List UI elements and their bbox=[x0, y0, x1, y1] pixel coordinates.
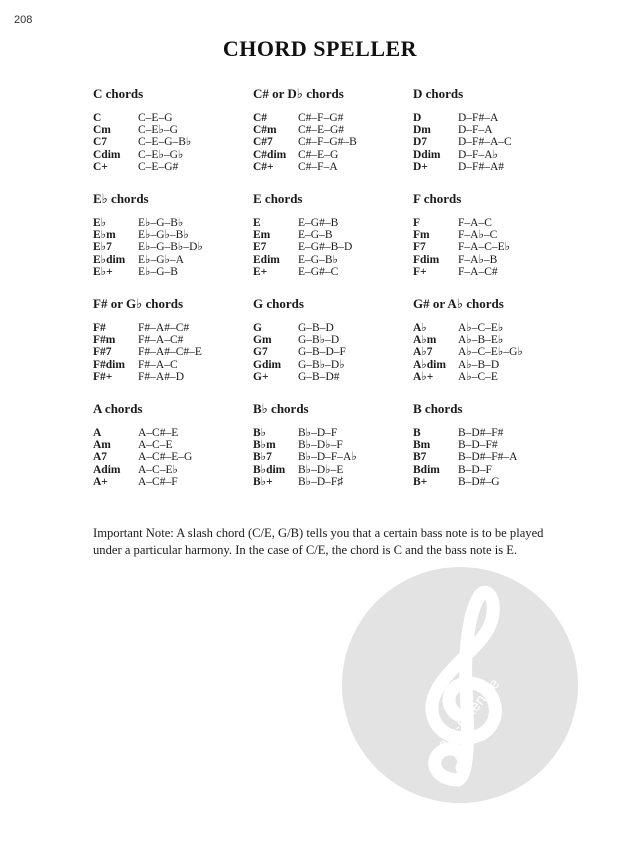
chord-name: Cm bbox=[93, 124, 111, 137]
chord-name: B♭dim bbox=[253, 463, 286, 476]
chord-group bbox=[93, 297, 253, 402]
chord-name: A♭dim bbox=[413, 358, 446, 371]
chord-name: E♭ bbox=[93, 217, 107, 229]
chord-notes: A♭–B–E♭ bbox=[458, 334, 504, 347]
chord-entry bbox=[413, 451, 573, 463]
watermark-text: alle-noten.de bbox=[434, 675, 504, 753]
chord-name: E bbox=[253, 217, 261, 229]
chord-entry bbox=[253, 439, 413, 451]
chord-name: C#m bbox=[253, 124, 277, 137]
chord-notes: A–C#–E–G bbox=[138, 451, 193, 464]
chord-notes: B–D#–G bbox=[458, 475, 500, 488]
chord-entry bbox=[93, 241, 253, 253]
chord-group-heading: C chords bbox=[93, 86, 144, 101]
chord-name: A+ bbox=[93, 475, 108, 488]
chord-notes: A♭–C–E♭–G♭ bbox=[458, 346, 523, 359]
chord-notes: G–B–D# bbox=[298, 370, 340, 383]
chord-entry bbox=[413, 136, 573, 148]
chord-name: F#+ bbox=[93, 370, 113, 383]
chord-notes: E–G–B bbox=[298, 229, 333, 242]
chord-name: F# bbox=[93, 322, 106, 334]
chord-entry bbox=[93, 149, 253, 161]
chord-notes: F#–A#–D bbox=[138, 370, 185, 383]
chord-group-heading: D chords bbox=[413, 86, 464, 101]
chord-entry bbox=[93, 371, 253, 383]
page-number: 208 bbox=[14, 14, 33, 26]
chord-name: F+ bbox=[413, 265, 427, 278]
chord-name: C+ bbox=[93, 160, 108, 173]
chord-entry bbox=[413, 464, 573, 476]
chord-name: Fdim bbox=[413, 253, 440, 266]
chord-group-heading: A chords bbox=[93, 401, 143, 416]
chord-name: A♭7 bbox=[413, 346, 433, 359]
chord-entry bbox=[413, 371, 573, 383]
chord-name: Am bbox=[93, 439, 111, 452]
chord-entry bbox=[93, 229, 253, 241]
chord-notes: F–A♭–B bbox=[458, 253, 498, 266]
chord-entry bbox=[253, 371, 413, 383]
chord-entry bbox=[93, 464, 253, 476]
chord-entry bbox=[253, 334, 413, 346]
chord-group bbox=[253, 297, 413, 402]
chord-notes: G–B♭–D bbox=[298, 334, 340, 347]
chord-name: F#m bbox=[93, 334, 116, 347]
chord-entry bbox=[253, 149, 413, 161]
chord-notes: F#–A–C# bbox=[138, 334, 184, 347]
chord-entry bbox=[93, 217, 253, 229]
chord-group-heading: E chords bbox=[253, 191, 303, 206]
chord-notes: D–F#–A bbox=[458, 112, 499, 124]
chord-name: E♭+ bbox=[93, 265, 113, 278]
chord-entry bbox=[253, 322, 413, 334]
chord-entry bbox=[253, 464, 413, 476]
chord-name: Fm bbox=[413, 229, 430, 242]
chord-notes: C#–E–G bbox=[298, 148, 339, 161]
chord-group-heading: C# or D♭ chords bbox=[253, 86, 344, 101]
chord-name: Gm bbox=[253, 334, 272, 347]
chord-name: F#7 bbox=[93, 346, 112, 359]
chord-entry bbox=[93, 334, 253, 346]
chord-name: C#7 bbox=[253, 136, 273, 149]
chord-entry bbox=[93, 161, 253, 173]
chord-entry bbox=[413, 359, 573, 371]
chord-name: C7 bbox=[93, 136, 108, 149]
chord-notes: A♭–C–E bbox=[458, 370, 498, 383]
chord-entry bbox=[413, 241, 573, 253]
chord-name: B♭7 bbox=[253, 451, 272, 464]
chord-name: C#+ bbox=[253, 160, 274, 173]
chord-notes: C–E♭–G bbox=[138, 124, 178, 137]
chord-group bbox=[253, 402, 413, 507]
chord-notes: F–A–C# bbox=[458, 265, 498, 278]
chord-notes: E–G#–C bbox=[298, 265, 339, 278]
chord-notes: B–D#–F# bbox=[458, 427, 504, 439]
chord-notes: G–B–D–F bbox=[298, 346, 346, 359]
chord-name: Em bbox=[253, 229, 271, 242]
chord-entry bbox=[413, 112, 573, 124]
chord-entry bbox=[413, 439, 573, 451]
chord-entry bbox=[253, 161, 413, 173]
chord-name: E♭m bbox=[93, 229, 116, 242]
chord-grid bbox=[93, 87, 573, 507]
chord-name: G7 bbox=[253, 346, 268, 359]
chord-notes: B–D–F bbox=[458, 463, 492, 476]
chord-name: A bbox=[93, 427, 102, 439]
chord-name: B♭ bbox=[253, 427, 267, 439]
chord-name: Cdim bbox=[93, 148, 121, 161]
chord-name: F#dim bbox=[93, 358, 125, 371]
chord-notes: F–A–C–E♭ bbox=[458, 241, 511, 254]
chord-entry bbox=[413, 217, 573, 229]
chord-row bbox=[93, 192, 573, 297]
chord-notes: C#–F–A bbox=[298, 160, 338, 173]
chord-notes: B♭–D♭–E bbox=[298, 463, 344, 476]
chord-name: E+ bbox=[253, 265, 268, 278]
chord-group-heading: B♭ chords bbox=[253, 401, 309, 416]
chord-group-heading: F chords bbox=[413, 191, 462, 206]
chord-name: Gdim bbox=[253, 358, 282, 371]
chord-group bbox=[93, 402, 253, 507]
chord-entry bbox=[253, 476, 413, 488]
chord-name: Bdim bbox=[413, 463, 440, 476]
chord-entry bbox=[253, 266, 413, 278]
chord-notes: C–E–G# bbox=[138, 160, 179, 173]
page-title: CHORD SPELLER bbox=[222, 36, 418, 61]
chord-notes: E–G#–B bbox=[298, 217, 339, 229]
chord-entry bbox=[93, 451, 253, 463]
chord-entry bbox=[413, 427, 573, 439]
chord-notes: E–G–B♭ bbox=[298, 253, 338, 266]
chord-group-heading: G# or A♭ chords bbox=[413, 296, 504, 311]
chord-entry bbox=[93, 359, 253, 371]
important-note: Important Note: A slash chord (C/E, G/B) tells you that a certain bass note is to be played under a particular harmony. In the case of C/E, the chord is C and the bass note is E. bbox=[93, 526, 544, 557]
chord-entry bbox=[253, 229, 413, 241]
chord-name: B+ bbox=[413, 475, 428, 488]
chord-group bbox=[93, 192, 253, 297]
chord-entry bbox=[253, 136, 413, 148]
chord-notes: E–G#–B–D bbox=[298, 241, 353, 254]
chord-name: G bbox=[253, 322, 262, 334]
chord-entry bbox=[413, 346, 573, 358]
chord-notes: F–A–C bbox=[458, 217, 492, 229]
chord-notes: C#–E–G# bbox=[298, 124, 344, 137]
chord-name: D+ bbox=[413, 160, 428, 173]
chord-notes: C–E–G bbox=[138, 112, 173, 124]
chord-group-heading: E♭ chords bbox=[93, 191, 149, 206]
chord-notes: G–B–D bbox=[298, 322, 334, 334]
chord-notes: F#–A#–C#–E bbox=[138, 346, 202, 359]
chord-notes: F–A♭–C bbox=[458, 229, 498, 242]
chord-notes: E♭–G–B♭ bbox=[138, 217, 184, 229]
chord-entry bbox=[253, 124, 413, 136]
chord-entry bbox=[253, 451, 413, 463]
chord-group bbox=[413, 297, 573, 402]
chord-notes: B–D#–F#–A bbox=[458, 451, 518, 464]
chord-notes: A–C–E bbox=[138, 439, 173, 452]
chord-group-heading: F# or G♭ chords bbox=[93, 296, 184, 311]
chord-notes: F#–A–C bbox=[138, 358, 178, 371]
chord-entry bbox=[413, 254, 573, 266]
chord-entry bbox=[413, 229, 573, 241]
chord-notes: C#–F–G# bbox=[298, 112, 344, 124]
chord-entry bbox=[93, 266, 253, 278]
chord-entry bbox=[253, 112, 413, 124]
chord-entry bbox=[253, 254, 413, 266]
chord-notes: F#–A#–C# bbox=[138, 322, 190, 334]
chord-entry bbox=[93, 427, 253, 439]
chord-notes: E♭–G–B bbox=[138, 265, 178, 278]
chord-entry bbox=[253, 427, 413, 439]
chord-name: E♭dim bbox=[93, 253, 126, 266]
chord-notes: B♭–D♭–F bbox=[298, 439, 343, 452]
chord-name: D bbox=[413, 112, 422, 124]
chord-group bbox=[93, 87, 253, 192]
chord-name: G+ bbox=[253, 370, 269, 383]
chord-entry bbox=[93, 124, 253, 136]
chord-name: C#dim bbox=[253, 148, 287, 161]
chord-notes: D–F–A♭ bbox=[458, 148, 498, 161]
chord-name: Bm bbox=[413, 439, 431, 452]
chord-name: E7 bbox=[253, 241, 267, 254]
chord-entry bbox=[413, 161, 573, 173]
chord-notes: A♭–C–E♭ bbox=[458, 322, 504, 334]
chord-notes: C–E♭–G♭ bbox=[138, 148, 184, 161]
chord-notes: G–B♭–D♭ bbox=[298, 358, 345, 371]
chord-group bbox=[253, 87, 413, 192]
chord-name: A♭+ bbox=[413, 370, 434, 383]
chord-entry bbox=[413, 322, 573, 334]
chord-name: B bbox=[413, 427, 421, 439]
chord-entry bbox=[253, 241, 413, 253]
chord-name: Dm bbox=[413, 124, 431, 137]
chord-name: C# bbox=[253, 112, 268, 124]
chord-group-heading: G chords bbox=[253, 296, 304, 311]
chord-notes: C–E–G–B♭ bbox=[138, 136, 192, 149]
chord-row bbox=[93, 297, 573, 402]
chord-notes: B♭–D–F–A♭ bbox=[298, 451, 357, 464]
chord-notes: D–F#–A# bbox=[458, 160, 505, 173]
chord-row bbox=[93, 87, 573, 192]
chord-entry bbox=[93, 439, 253, 451]
chord-entry bbox=[413, 149, 573, 161]
chord-entry bbox=[93, 254, 253, 266]
chord-entry bbox=[93, 346, 253, 358]
chord-entry bbox=[93, 112, 253, 124]
chord-notes: B–D–F# bbox=[458, 439, 498, 452]
chord-name: A♭m bbox=[413, 334, 437, 347]
chord-name: B♭+ bbox=[253, 475, 273, 488]
chord-notes: E♭–G–B♭–D♭ bbox=[138, 241, 203, 254]
chord-name: D7 bbox=[413, 136, 428, 149]
chord-name: B♭m bbox=[253, 439, 276, 452]
chord-entry bbox=[253, 359, 413, 371]
chord-name: Ddim bbox=[413, 148, 441, 161]
chord-entry bbox=[413, 266, 573, 278]
chord-group bbox=[413, 402, 573, 507]
chord-name: Adim bbox=[93, 463, 121, 476]
chord-notes: A–C#–E bbox=[138, 427, 179, 439]
chord-name: A7 bbox=[93, 451, 108, 464]
chord-row bbox=[93, 402, 573, 507]
chord-group-heading: B chords bbox=[413, 401, 463, 416]
chord-notes: D–F#–A–C bbox=[458, 136, 512, 149]
chord-name: C bbox=[93, 112, 102, 124]
chord-notes: C#–F–G#–B bbox=[298, 136, 357, 149]
chord-name: B7 bbox=[413, 451, 427, 464]
chord-notes: A–C–E♭ bbox=[138, 463, 178, 476]
chord-entry bbox=[413, 476, 573, 488]
chord-notes: E♭–G♭–B♭ bbox=[138, 229, 189, 242]
chord-entry bbox=[93, 476, 253, 488]
chord-group bbox=[413, 192, 573, 297]
chord-name: Edim bbox=[253, 253, 280, 266]
watermark bbox=[340, 565, 580, 805]
chord-notes: E♭–G♭–A bbox=[138, 253, 184, 266]
chord-notes: B♭–D–F bbox=[298, 427, 338, 439]
chord-entry bbox=[253, 346, 413, 358]
chord-notes: D–F–A bbox=[458, 124, 493, 137]
chord-name: A♭ bbox=[413, 322, 427, 334]
chord-notes: A♭–B–D bbox=[458, 358, 500, 371]
chord-group bbox=[253, 192, 413, 297]
chord-notes: B♭–D–F♯ bbox=[298, 475, 344, 488]
chord-entry bbox=[93, 322, 253, 334]
chord-notes: A–C#–F bbox=[138, 475, 178, 488]
chord-entry bbox=[413, 334, 573, 346]
chord-entry bbox=[93, 136, 253, 148]
chord-entry bbox=[253, 217, 413, 229]
chord-name: E♭7 bbox=[93, 241, 112, 254]
chord-group bbox=[413, 87, 573, 192]
chord-entry bbox=[413, 124, 573, 136]
chord-name: F bbox=[413, 217, 421, 229]
chord-name: F7 bbox=[413, 241, 426, 254]
